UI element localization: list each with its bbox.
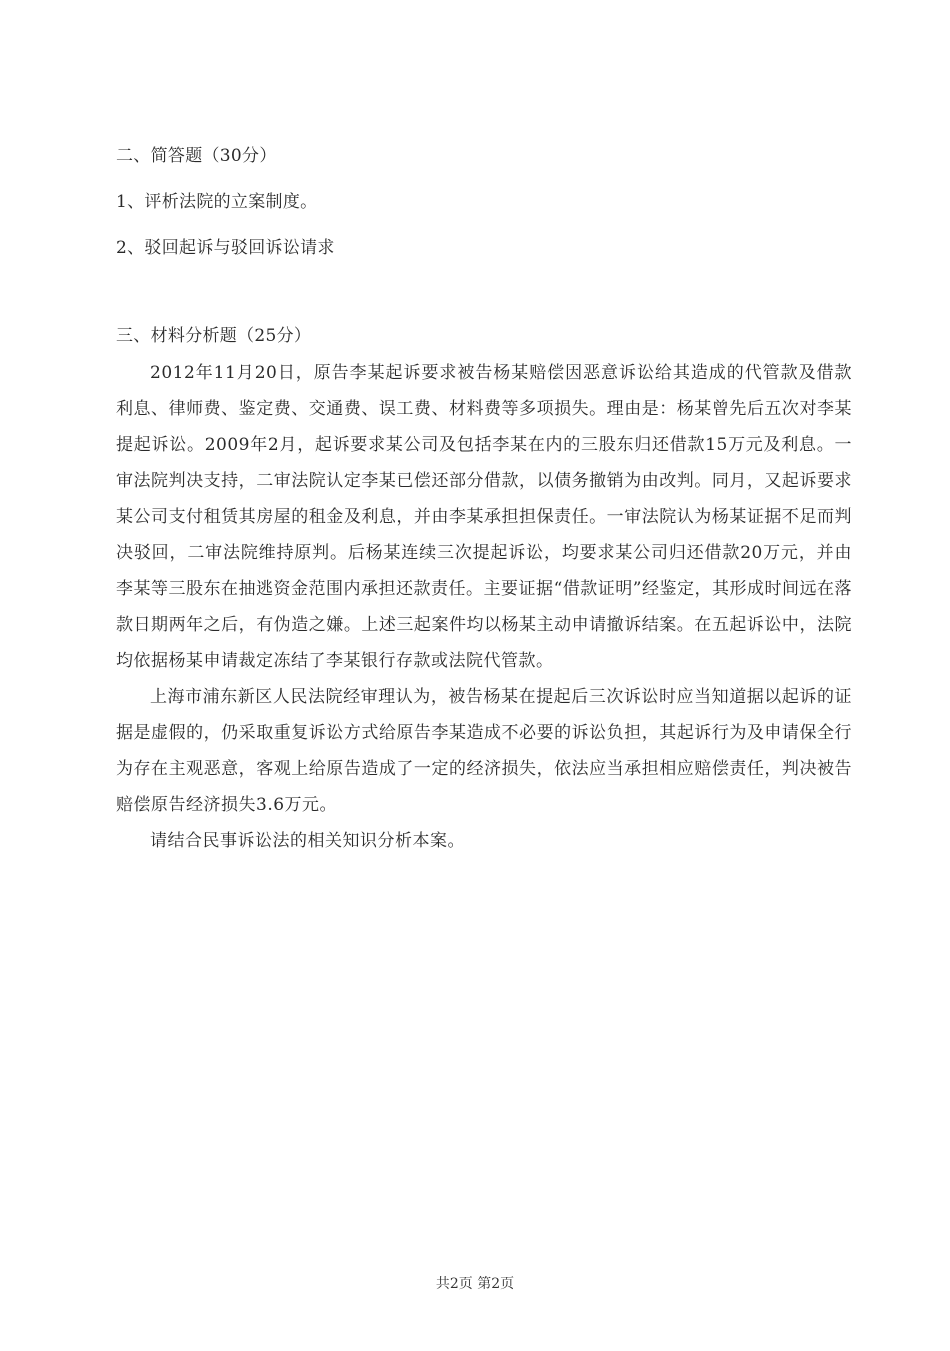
page-footer: 共2页 第2页	[435, 1276, 515, 1292]
case-paragraph-2: 上海市浦东新区人民法院经审理认为，被告杨某在提起后三次诉讼时应当知道据以起诉的证据是虚假的，仍采取重复诉讼方式给原告李某造成不必要的诉讼负担，其起诉行为及申请保全行为存在主观恶意，客观上给原告造成了一定的经济损失，依法应当承担相应赔偿责任，判决被告赔偿原告经济损失3.6万元。	[116, 687, 852, 815]
question-2: 2、驳回起诉与驳回诉讼请求	[116, 238, 335, 258]
page-content	[116, 141, 852, 859]
case-question: 请结合民事诉讼法的相关知识分析本案。	[150, 831, 465, 851]
case-paragraph-1: 2012年11月20日，原告李某起诉要求被告杨某赔偿因恶意诉讼给其造成的代管款及借款利息、律师费、鉴定费、交通费、误工费、材料费等多项损失。理由是：杨某曾先后五次对李某提起诉讼。2009年2月，起诉要求某公司及包括李某在内的三股东归还借款15万元及利息。一审法院判决支持，二审法院认定李某已偿还部分借款，以债务撤销为由改判。同月，又起诉要求某公司支付租赁其房屋的租金及利息，并由李某承担担保责任。一审法院认为杨某证据不足而判决驳回，二审法院维持原判。后杨某连续三次提起诉讼，均要求某公司归还借款20万元，并由李某等三股东在抽逃资金范围内承担还款责任。主要证据“借款证明”经鉴定，其形成时间远在落款日期两年之后，有伪造之嫌。上述三起案件均以杨某主动申请撤诉结案。在五起诉讼中，法院均依据杨某申请裁定冻结了李某银行存款或法院代管款。	[116, 363, 852, 671]
section-3-title: 三、材料分析题（25分）	[116, 326, 312, 346]
section-2-title: 二、简答题（30分）	[116, 146, 277, 166]
section-spacer	[116, 279, 852, 321]
question-1: 1、评析法院的立案制度。	[116, 192, 318, 212]
